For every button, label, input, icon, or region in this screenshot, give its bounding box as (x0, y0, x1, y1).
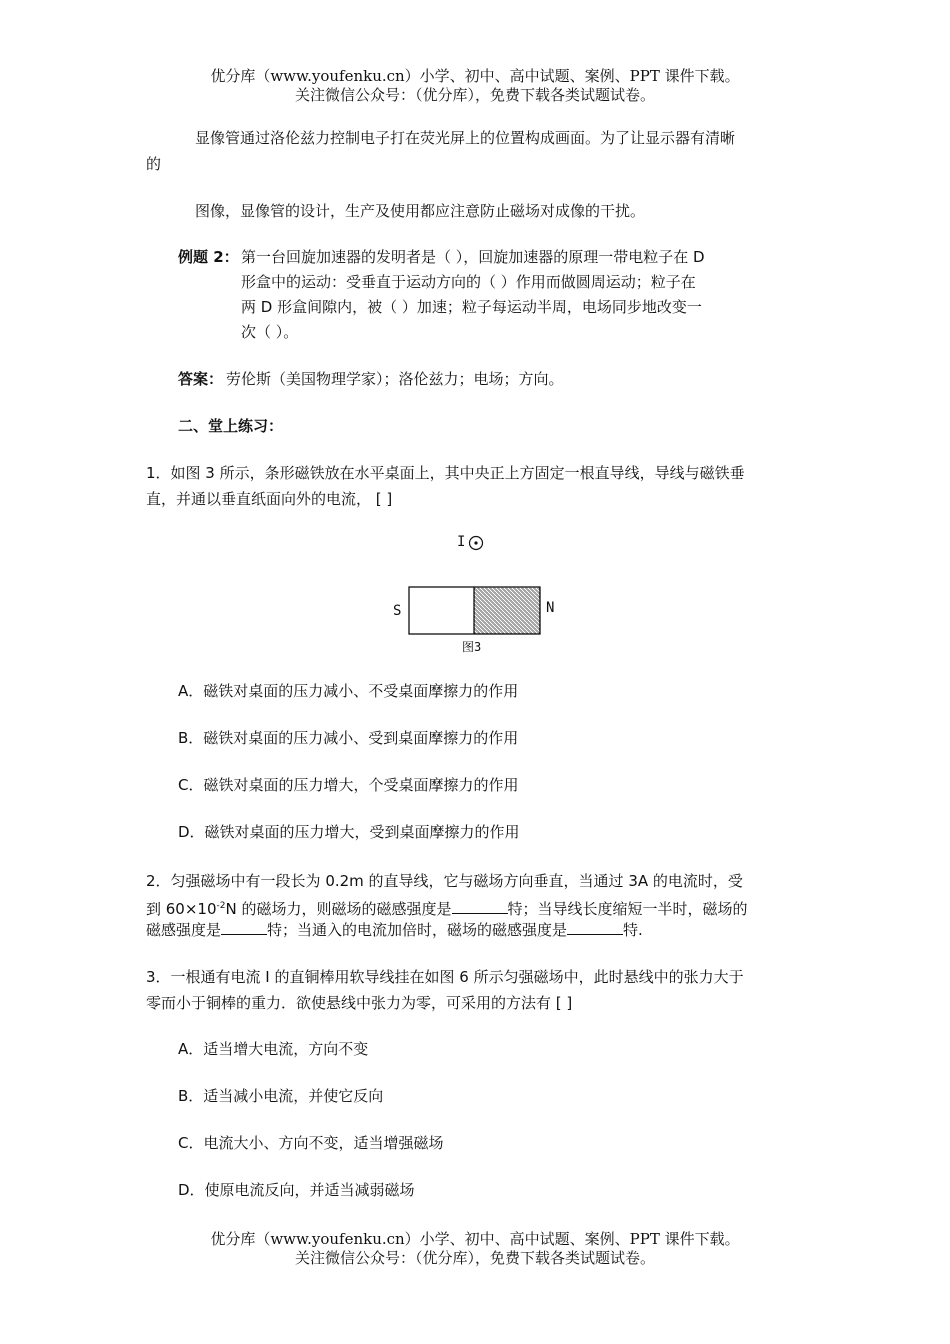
answer-label: 答案： (178, 370, 224, 388)
figure-3 (380, 530, 580, 660)
example2-line-1: 第一台回旋加速器的发明者是（ ），回旋加速器的原理一带电粒子在 D (241, 248, 705, 266)
header-line-2: 关注微信公众号：（优分库），免费下载各类试题试卷。 (294, 86, 655, 104)
current-out-of-page-icon (468, 535, 484, 551)
figure-caption: 图3 (462, 640, 482, 654)
section-title: 二、堂上练习： (178, 417, 284, 435)
intro-line-2: 的 (146, 155, 162, 173)
q1-line-1: 1．如图 3 所示，条形磁铁放在水平桌面上，其中央正上方固定一根直导线，导线与磁铁垂 (146, 464, 745, 482)
q1-option-d: D．磁铁对桌面的压力增大，受到桌面摩擦力的作用 (178, 823, 520, 841)
q3-option-d: D．使原电流反向，并适当减弱磁场 (178, 1181, 415, 1199)
example2-line-2: 形盒中的运动：受垂直于运动方向的（ ）作用而做圆周运动；粒子在 (241, 273, 696, 291)
q2-line-1: 2．匀强磁场中有一段长为 0.2m 的直导线，它与磁场方向垂直，当通过 3A 的电流时，受 (146, 872, 743, 890)
current-label: I (457, 534, 466, 550)
footer-line-1: 优分库（www.youfenku.cn）小学、初中、高中试题、案例、PPT 课件下载。 (210, 1230, 740, 1248)
footer-line-2: 关注微信公众号：（优分库），免费下载各类试题试卷。 (294, 1249, 655, 1267)
example2-line-4: 次（ ）。 (241, 323, 299, 341)
q2-blank-2[interactable] (221, 919, 267, 935)
example2-line-3: 两 D 形盒间隙内，被（ ）加速；粒子每运动半周，电场同步地改变一 (241, 298, 702, 316)
q3-option-a: A．适当增大电流，方向不变 (178, 1040, 369, 1058)
q3-line-1: 3．一根通有电流 I 的直铜棒用软导线挂在如图 6 所示匀强磁场中，此时悬线中的张力大于 (146, 968, 744, 986)
q2-line-2: 到 $60\times 10^{-2}N$ 的磁场力，则磁场的磁感强度是 特；当导线长度缩短一半时，磁场的 (146, 900, 748, 918)
q2-blank-3[interactable] (567, 919, 623, 935)
bar-magnet (408, 586, 542, 636)
q3-option-c: C．电流大小、方向不变，适当增强磁场 (178, 1134, 444, 1152)
q1-option-b: B．磁铁对桌面的压力减小、受到桌面摩擦力的作用 (178, 729, 519, 747)
q1-option-c: C．磁铁对桌面的压力增大，个受桌面摩擦力的作用 (178, 776, 519, 794)
q2-line-3: 磁感强度是 特；当通入的电流加倍时，磁场的磁感强度是 特. (146, 921, 643, 939)
q3-option-b: B．适当减小电流，并使它反向 (178, 1087, 384, 1105)
q2-blank-1[interactable] (452, 898, 508, 914)
magnet-pole-n: N (546, 600, 555, 616)
q1-option-a: A．磁铁对桌面的压力减小、不受桌面摩擦力的作用 (178, 682, 519, 700)
q3-line-2: 零而小于铜棒的重力．欲使悬线中张力为零，可采用的方法有 [ ] (146, 994, 573, 1012)
example2-label: 例题 2： (178, 248, 239, 266)
header-line-1: 优分库（www.youfenku.cn）小学、初中、高中试题、案例、PPT 课件下载。 (210, 67, 740, 85)
magnet-pole-s: S (393, 603, 402, 619)
intro-line-1: 显像管通过洛伦兹力控制电子打在荧光屏上的位置构成画面。为了让显示器有清晰 (195, 129, 736, 147)
intro-line-3: 图像，显像管的设计，生产及使用都应注意防止磁场对成像的干扰。 (195, 202, 646, 220)
answer-text: 劳伦斯（美国物理学家）；洛伦兹力；电场；方向。 (226, 370, 564, 388)
q1-line-2: 直，并通以垂直纸面向外的电流， [ ] (146, 490, 393, 508)
